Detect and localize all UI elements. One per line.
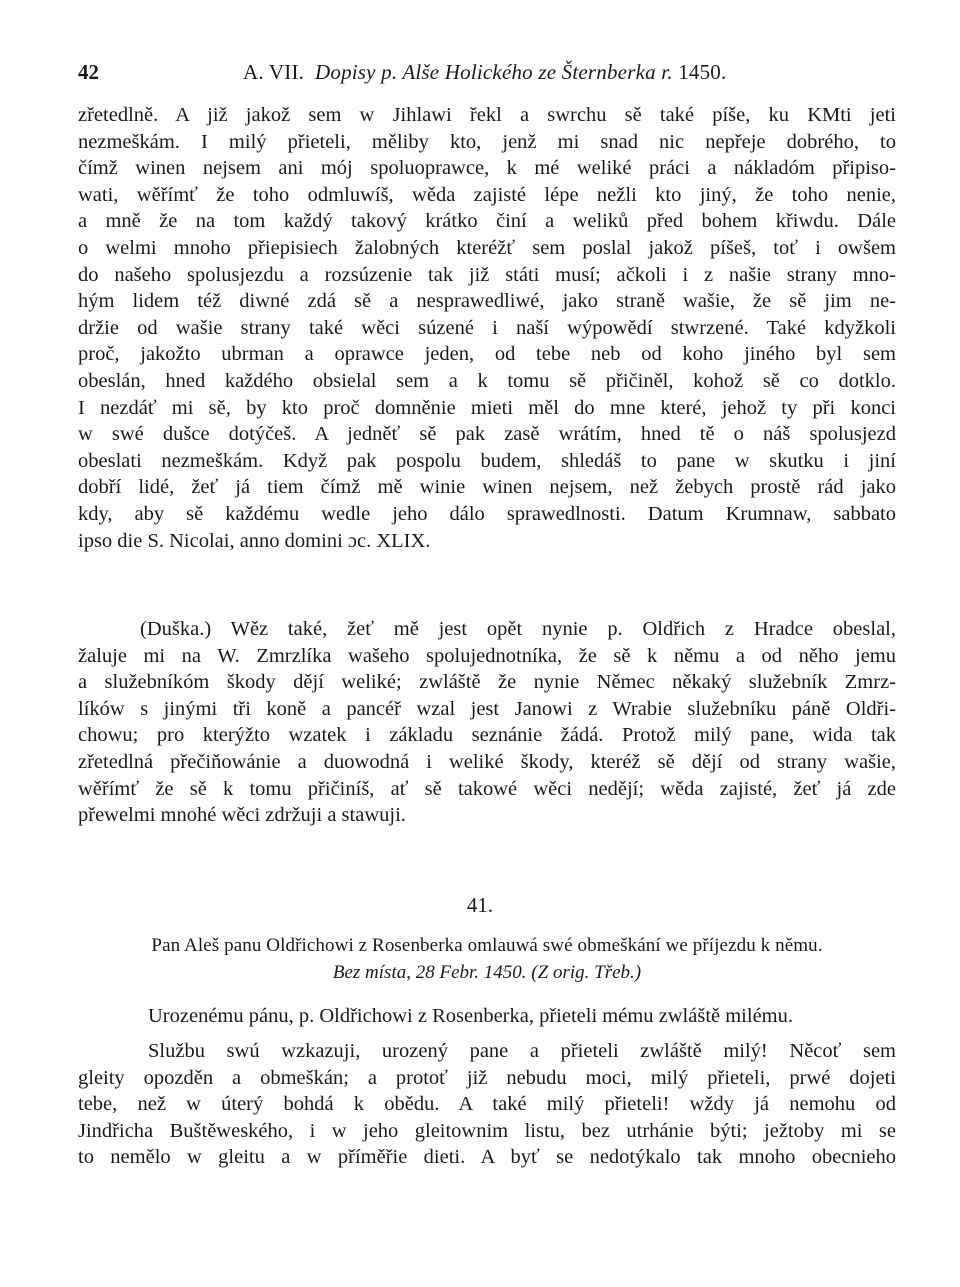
running-head-year: 1450.: [678, 60, 727, 84]
text-line: Službu swú wzkazuji, urozený pane a přieteli zwláště milý! Něcoť sem: [148, 1040, 896, 1062]
running-head-title: [243, 60, 726, 85]
text-line: žaluje mi na W. Zmrzlíka wašeho spolujednotníka, že sě k němu a od něho jemu: [78, 644, 896, 667]
text-line: tebe, než w úterý bohdá k obědu. A také milý přieteli! wždy já nemohu od: [78, 1093, 896, 1116]
salutation: Urozenému pánu, p. Oldřichowi z Rosenberka, přieteli mému zwláště milému.: [148, 1005, 793, 1027]
text-line: a mně že na tom každý takový krátko činí a weliků před bohem křiwdu. Dále: [78, 210, 896, 233]
text-line: zřetedlná přečiňowánie a duowodná i weliké škody, kteréž sě dějí od strany wašie,: [78, 750, 896, 773]
text-line: w swé dušce dotýčeš. A jedněť sě pak zasě wrátím, hned tě o náš spolusjezd: [78, 423, 896, 446]
text-line: do našeho spolusjezdu a rozsúzenie tak již státi musí; ačkoli i z našie strany mno-: [78, 263, 896, 286]
text-line: proč, jakožto ubrman a oprawce jeden, od tebe neb od koho jiného byl sem: [78, 343, 896, 366]
text-line: čímž winen nejsem ani mój spoluoprawce, k mé weliké práci a nákladóm připiso-: [78, 157, 896, 180]
running-head-prefix: A. VII.: [243, 60, 305, 84]
text-line: o welmi mnoho přiepisiech žalobných kteréžť sem poslal jakož píšeš, toť i owšem: [78, 236, 896, 259]
text-line: obeslán, hned každého obsielal sem a k tomu sě přičiněl, kohož sě co dotklo.: [78, 369, 896, 392]
letter-body-2: [78, 1038, 896, 1171]
text-line: wati, wěřímť že toho odmluwíš, wěda zajisté lépe nežli kto jiný, že toho nenie,: [78, 183, 896, 206]
text-line: hým lidem též diwné zdá sě a nesprawedliwé, jako straně wašie, že sě jim ne-: [78, 290, 896, 313]
text-line: zřetedlně. A již jakož sem w Jihlawi řekl a swrchu sě také píše, ku KMti jeti: [78, 104, 896, 126]
text-line: nezmeškám. I milý přieteli, měliby kto, jenž mi snad nic nepřeje dobrého, to: [78, 130, 896, 153]
page-number: 42: [78, 60, 99, 84]
text-line: obeslati nezmeškám. Když pak pospolu budem, shledáš to pane w skutku i jiní: [78, 449, 896, 472]
section-meta: Bez místa, 28 Febr. 1450. (Z orig. Třeb.): [332, 962, 642, 983]
text-line: wěřímť že sě k tomu přičiníš, ať sě takowé wěci nedějí; wěda zajisté, žeť já zde: [78, 777, 896, 800]
text-line: držie od wašie strany také wěci súzené i naší wýpowědí stwrzené. Také kdyžkoli: [78, 316, 896, 339]
text-line: (Duška.) Wěz také, žeť mě jest opět nynie p. Oldřich z Hradce obeslal,: [140, 618, 896, 640]
text-line: líków s jinými tři koně a pancéř wzal jest Janowi z Wrabie služebníku páně Oldři-: [78, 697, 896, 720]
text-line: a služebníkóm škody dějí weliké; zwláště že nynie Němec někaký služebník Zmrz-: [78, 671, 896, 694]
text-line: přewelmi mnohé wěci zdržuji a stawuji.: [78, 804, 406, 827]
section-number: 41.: [466, 893, 494, 917]
letter-body-1: [78, 102, 896, 554]
text-line: to nemělo w gleitu a w příměřie dieti. A byť se nedotýkalo tak mnoho obecnieho: [78, 1146, 896, 1169]
text-line: kdy, aby sě každému wedle jeho dálo sprawedlnosti. Datum Krumnaw, sabbato: [78, 502, 896, 525]
letter-postscript: [78, 616, 896, 829]
running-head: [78, 60, 896, 90]
text-line: dobří lidé, žeť já tiem čímž mě winie winen nejsem, než žebych prostě rád jako: [78, 476, 896, 499]
text-line: Jindřicha Buštěweského, i w jeho gleitownim listu, bez utrhánie býti; ježtoby mi se: [78, 1119, 896, 1142]
section-title: Pan Aleš panu Oldřichowi z Rosenberka omlauwá swé obmeškání we příjezdu k němu.: [151, 935, 823, 956]
text-line: I nezdáť mi sě, by kto proč domněnie mieti měl do mne které, jehož ty při konci: [78, 396, 896, 419]
text-line: chowu; pro kterýžto wzatek i základu seznánie žádá. Protož milý pane, wida tak: [78, 724, 896, 747]
text-line: ipso die S. Nicolai, anno domini ɔc. XLIX.: [78, 529, 431, 552]
text-line: gleity opozděn a obmeškán; a protoť již nebudu moci, milý přieteli, prwé dojeti: [78, 1066, 896, 1089]
running-head-italic: Dopisy p. Alše Holického ze Šternberka r.: [315, 60, 673, 84]
